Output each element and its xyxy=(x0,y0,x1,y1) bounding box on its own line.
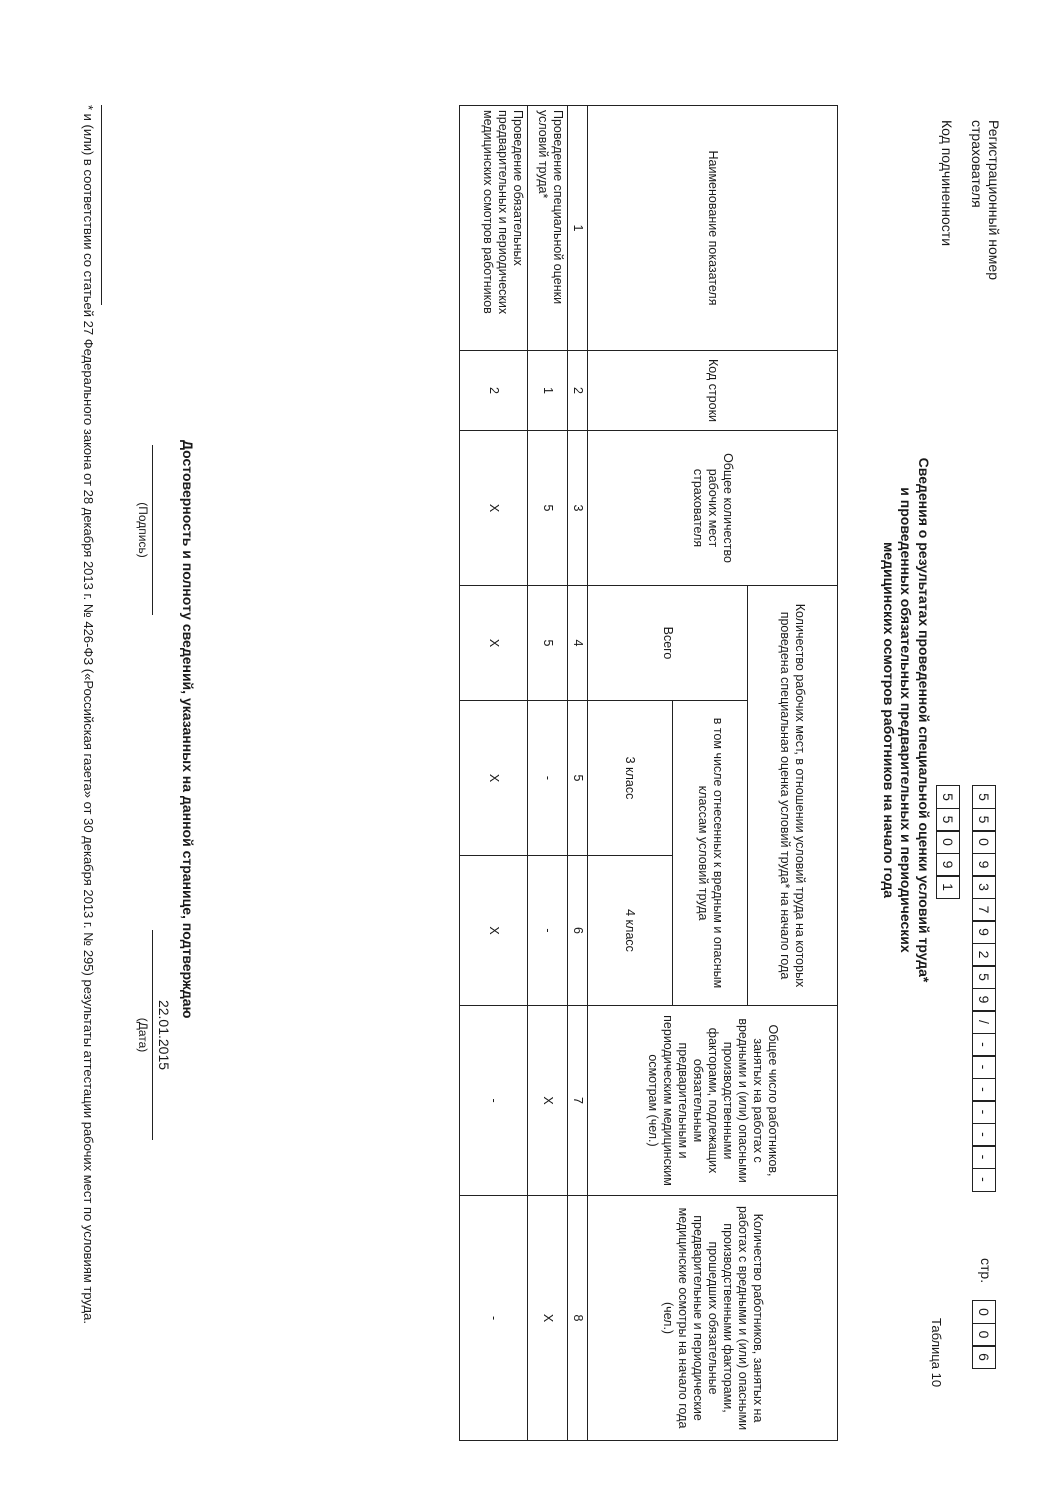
registration-number-label: Регистрационный номер страхователя xyxy=(969,120,1002,280)
date-line xyxy=(152,930,153,1140)
header-harmful-classes: в том числе отнесенных к вредным и опасным классам условий труда xyxy=(673,701,748,1006)
row-code: 1 xyxy=(528,351,568,431)
registration-number-boxes xyxy=(972,785,996,1190)
subordination-digit-box: 5 xyxy=(936,808,960,832)
subordination-code-label: Код подчиненности xyxy=(939,120,955,247)
cell-class-3: - xyxy=(528,701,568,856)
page-label: стр. xyxy=(978,1258,994,1284)
page-number-boxes xyxy=(972,1300,996,1368)
column-numbers-row xyxy=(568,106,588,1441)
signature-caption: (Подпись) xyxy=(136,502,150,558)
footnote: * и (или) в соответствии со статьей 27 Федерального закона от 28 декабря 2013 г. № 426-ФЗ («Российская газета» от 30 декабря 2013 г. № 295) результаты аттестации рабочих мест по условиям труда. xyxy=(81,105,96,1324)
header-total-workplaces: Общее количество рабочих мест страхователя xyxy=(588,431,838,586)
header-total: Всего xyxy=(588,586,748,701)
registration-digit-box: / xyxy=(972,1010,996,1034)
cell-workers-subject: - xyxy=(460,1006,528,1196)
header-indicator-name: Наименование показателя xyxy=(588,106,838,351)
header-workers-examined: Количество работников, занятых на работах с вредными и (или) опасными производственными факторами, прошедших обязательные предварительные и периодические медицинские осмотры на начало года (чел.) xyxy=(588,1196,838,1441)
registration-digit-box: - xyxy=(972,1055,996,1079)
column-number: 4 xyxy=(568,586,588,701)
header-assessed-workplaces: Количество рабочих мест, в отношении условий труда на которых проведена специальная оценка условий труда* на начало года xyxy=(748,586,838,1006)
cell-workers-examined: - xyxy=(460,1196,528,1441)
registration-digit-box: - xyxy=(972,1078,996,1102)
registration-digit-box: 3 xyxy=(972,875,996,899)
header-row-code: Код строки xyxy=(588,351,838,431)
table-label: Таблица 10 xyxy=(929,1318,944,1388)
title-line-3: медицинских осмотров работников на начало года xyxy=(881,541,897,899)
column-number: 2 xyxy=(568,351,588,431)
subordination-digit-box: 1 xyxy=(936,875,960,899)
row-name: Проведение специальной оценки условий труда* xyxy=(528,106,568,351)
title-line-2: и проведенных обязательных предварительных и периодических xyxy=(898,487,915,953)
title-line-1: Сведения о результатах проведенной специальной оценки условий труда* xyxy=(916,457,932,983)
report-title xyxy=(880,380,933,1060)
header-workers-subject-to-exams: Общее число работников, занятых на работах с вредными и (или) опасными производственными факторами, подлежащих обязательным предварительным и периодическим медицинским осмотрам (чел.) xyxy=(588,1006,838,1196)
results-table xyxy=(459,105,838,1441)
cell-total-workplaces: X xyxy=(460,431,528,586)
cell-total: 5 xyxy=(528,586,568,701)
cell-class-4: X xyxy=(460,856,528,1006)
date-value: 22.01.2015 xyxy=(156,999,172,1071)
registration-digit-box: 7 xyxy=(972,898,996,922)
registration-digit-box: 2 xyxy=(972,943,996,967)
cell-workers-subject: X xyxy=(528,1006,568,1196)
registration-digit-box: 9 xyxy=(972,853,996,877)
registration-digit-box: - xyxy=(972,1123,996,1147)
registration-digit-box: - xyxy=(972,1145,996,1169)
subordination-digit-box: 5 xyxy=(936,785,960,809)
footnote-divider xyxy=(101,105,102,305)
registration-digit-box: - xyxy=(972,1100,996,1124)
registration-digit-box: 9 xyxy=(972,920,996,944)
subordination-code-boxes xyxy=(936,785,960,898)
row-code: 2 xyxy=(460,351,528,431)
registration-digit-box: - xyxy=(972,1168,996,1192)
row-name: Проведение обязательных предварительных и периодических медицинских осмотров работников xyxy=(460,106,528,351)
table-row xyxy=(528,106,568,1441)
registration-digit-box: 5 xyxy=(972,965,996,989)
column-number: 1 xyxy=(568,106,588,351)
cell-class-3: X xyxy=(460,701,528,856)
header-class-4: 4 класс xyxy=(588,856,673,1006)
subordination-digit-box: 0 xyxy=(936,830,960,854)
cell-class-4: - xyxy=(528,856,568,1006)
page-digit-box: 6 xyxy=(972,1345,996,1369)
registration-digit-box: 9 xyxy=(972,988,996,1012)
cell-total: X xyxy=(460,586,528,701)
column-number: 6 xyxy=(568,856,588,1006)
header-class-3: 3 класс xyxy=(588,701,673,856)
registration-digit-box: 5 xyxy=(972,785,996,809)
column-number: 3 xyxy=(568,431,588,586)
subordination-digit-box: 9 xyxy=(936,853,960,877)
column-number: 7 xyxy=(568,1006,588,1196)
cell-total-workplaces: 5 xyxy=(528,431,568,586)
signature-line xyxy=(152,445,153,615)
registration-digit-box: 5 xyxy=(972,808,996,832)
column-number: 5 xyxy=(568,701,588,856)
page-digit-box: 0 xyxy=(972,1323,996,1347)
page-digit-box: 0 xyxy=(972,1300,996,1324)
date-caption: (Дата) xyxy=(136,1017,150,1053)
table-row xyxy=(460,106,528,1441)
registration-digit-box: 0 xyxy=(972,830,996,854)
certification-text: Достоверность и полноту сведений, указанных на данной странице, подтверждаю xyxy=(180,440,196,1019)
registration-digit-box: - xyxy=(972,1033,996,1057)
cell-workers-examined: X xyxy=(528,1196,568,1441)
column-number: 8 xyxy=(568,1196,588,1441)
